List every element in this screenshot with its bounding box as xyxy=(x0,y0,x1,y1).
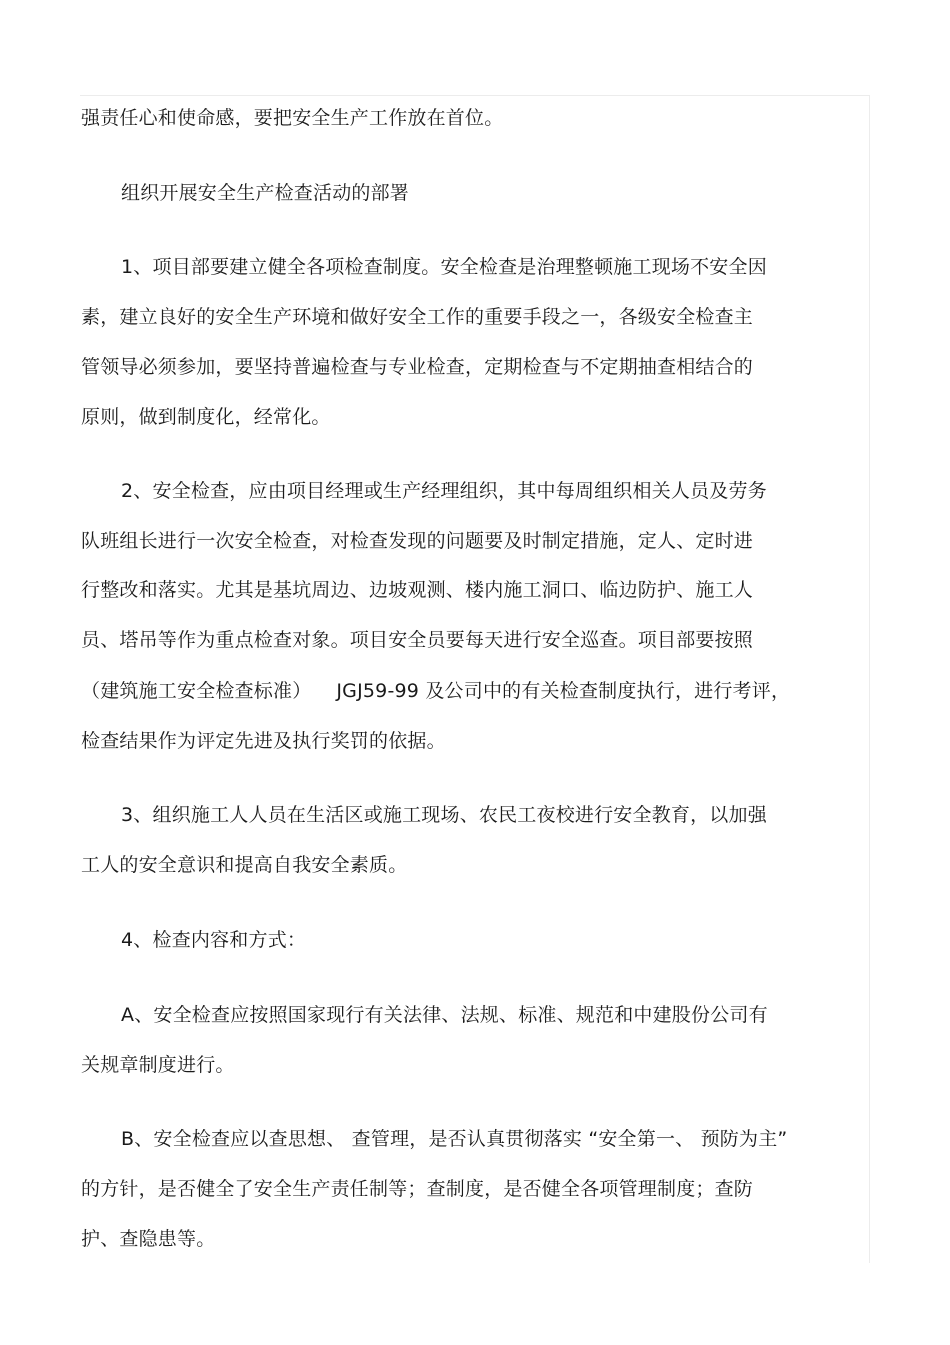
text-line: 检查结果作为评定先进及执行奖罚的依据。 xyxy=(81,730,446,752)
text-line: 的方针，是否健全了安全生产责任制等；查制度，是否健全各项管理制度；查防 xyxy=(81,1178,754,1200)
text-line: 素，建立良好的安全生产环境和做好安全工作的重要手段之一，各级安全检查主 xyxy=(81,306,754,328)
text-line: 强责任心和使命感，要把安全生产工作放在首位。 xyxy=(81,107,504,129)
text-line: 员、塔吊等作为重点检查对象。项目安全员要每天进行安全巡查。项目部要按照 xyxy=(81,629,754,651)
text-line: 1、项目部要建立健全各项检查制度。安全检查是治理整顿施工现场不安全因 xyxy=(121,256,767,278)
text-line: 原则，做到制度化，经常化。 xyxy=(81,406,331,428)
text-line: 关规章制度进行。 xyxy=(81,1054,235,1076)
text-line: 4、检查内容和方式： xyxy=(121,929,307,951)
text-line: A、安全检查应按照国家现行有关法律、法规、标准、规范和中建股份公司有 xyxy=(121,1004,768,1026)
text-line: 工人的安全意识和提高自我安全素质。 xyxy=(81,854,408,876)
section-heading: 组织开展安全生产检查活动的部署 xyxy=(121,182,410,204)
text-line: 护、查隐患等。 xyxy=(81,1228,216,1250)
text-line: 3、组织施工人人员在生活区或施工现场、农民工夜校进行安全教育，以加强 xyxy=(121,804,767,826)
text-line: 行整改和落实。尤其是基坑周边、边坡观测、楼内施工洞口、临边防护、施工人 xyxy=(81,579,754,601)
text-line: 2、安全检查，应由项目经理或生产经理组织，其中每周组织相关人员及劳务 xyxy=(121,480,767,502)
text-line: 队班组长进行一次安全检查，对检查发现的问题要及时制定措施，定人、定时进 xyxy=(81,530,754,552)
text-line: 管领导必须参加，要坚持普遍检查与专业检查，定期检查与不定期抽查相结合的 xyxy=(81,356,754,378)
text-line: （建筑施工安全检查标准） JGJ59-99 及公司中的有关检查制度执行，进行考评， xyxy=(81,680,791,702)
text-line: B、安全检查应以查思想、 查管理，是否认真贯彻落实 “安全第一、 预防为主” xyxy=(121,1128,788,1150)
